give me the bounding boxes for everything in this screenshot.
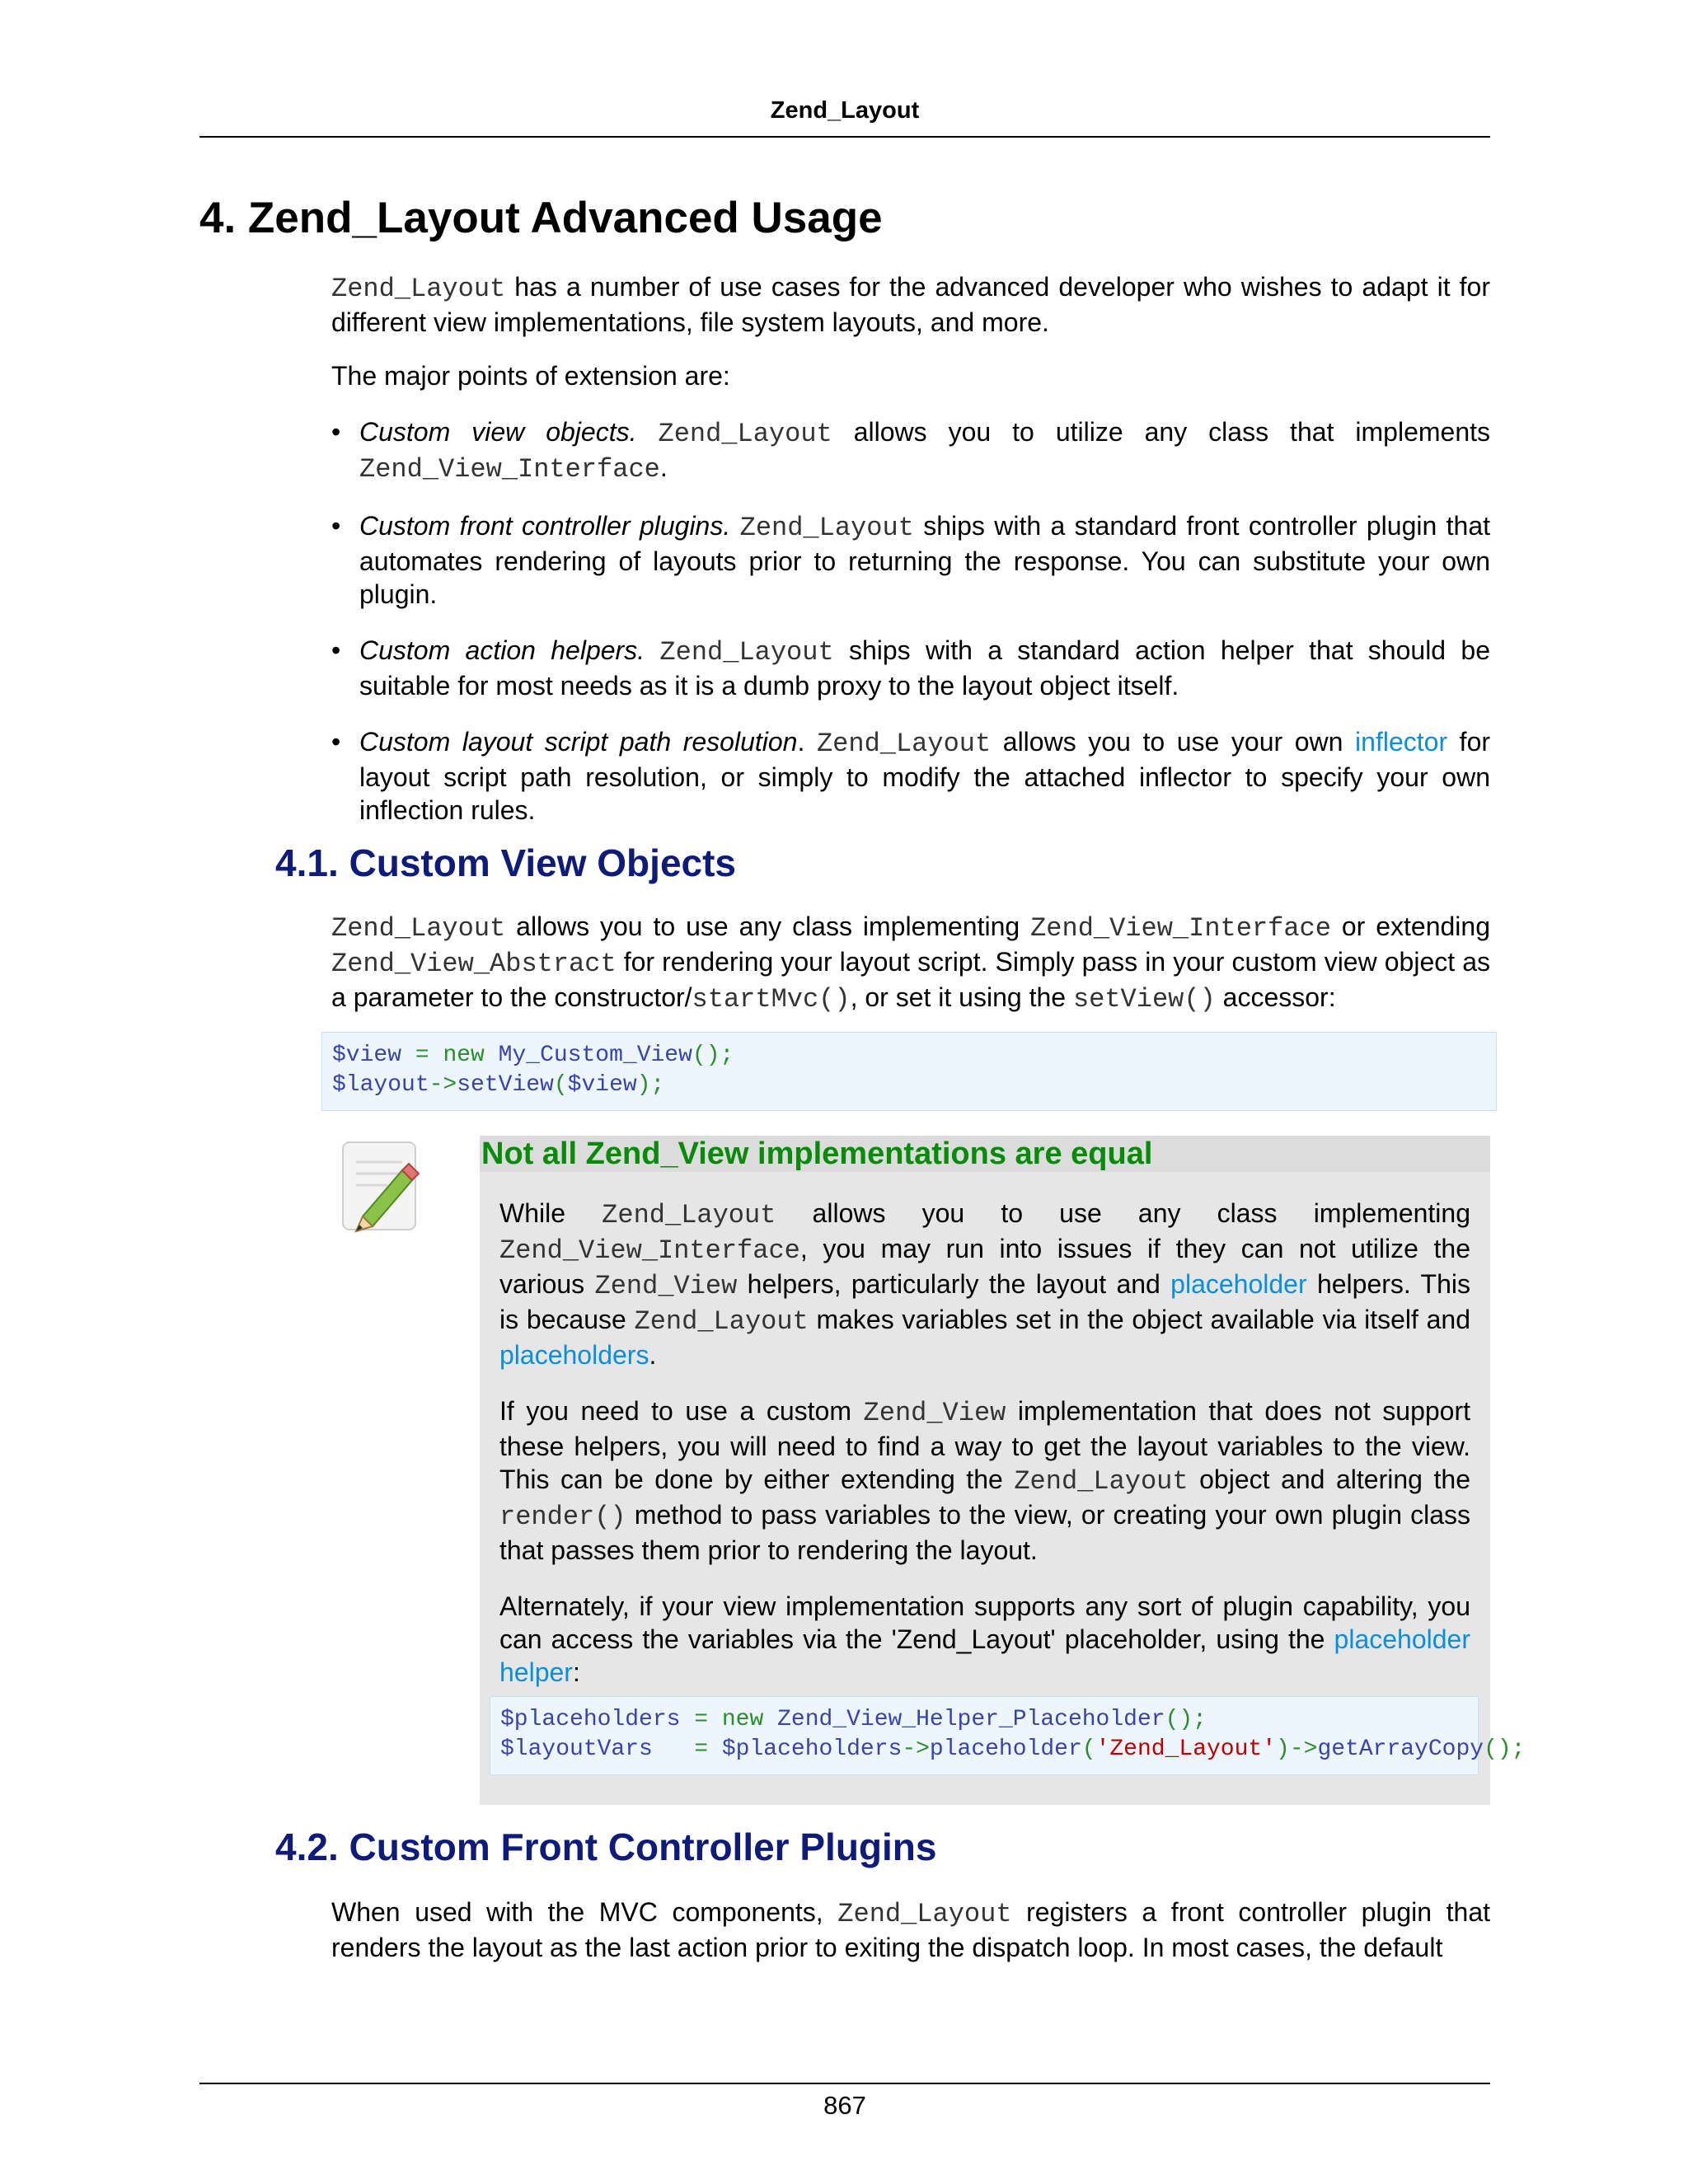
note-text: Alternately, if your view implementation supports any sort of plugin capability, you can access the variables via the 'Zend_Layout' placeholder, using the [499,1591,1470,1654]
note-paragraph [499,1590,1470,1689]
code-token: Zend_View_Helper_Placeholder [763,1707,1165,1732]
placeholder-helper-link[interactable]: placeholder helper [499,1624,1470,1687]
code-token: ); [636,1072,665,1098]
para-text: or extending [1330,912,1490,941]
bullet-text: ships with a standard action helper that should be suitable for most needs as it is a dumb proxy to the layout object itself. [359,635,1491,701]
code-token: $placeholders [500,1707,681,1732]
bullet-icon: • [331,511,341,541]
code-token: (); [1484,1736,1526,1762]
section-4-2-para [331,1896,1490,1964]
para-text: When used with the MVC components, [331,1897,838,1927]
code-token: new [721,1707,764,1732]
note-text: makes variables set in the object available via itself and [808,1305,1471,1334]
note-text: If you need to use a custom [499,1396,864,1426]
page-number: 867 [823,2091,866,2120]
note-text: . [649,1340,657,1370]
para-text: allows you to use any class implementing [505,912,1031,941]
code-token: $view [332,1043,402,1068]
placeholder-link[interactable]: placeholder [1170,1269,1307,1299]
running-header: Zend_Layout [770,97,920,124]
inline-code: Zend_Layout [602,1200,776,1230]
code-token: setView [457,1072,554,1098]
inline-code: render() [499,1502,626,1532]
code-token: = [680,1707,722,1732]
code-token: (); [1165,1707,1207,1732]
inline-code: Zend_Layout [634,1306,809,1337]
bullet-text: . [797,727,817,757]
footer-rule [199,2083,1490,2084]
bullet-text: allows you to utilize any class that implements [832,417,1491,447]
code-token: new [443,1043,485,1068]
note-paragraph [499,1197,1470,1371]
code-token: $layoutVars [500,1736,653,1762]
note-paragraph [499,1394,1470,1567]
bullet-italic: Custom action helpers. [359,635,645,665]
inline-code: Zend_View_Abstract [331,949,617,979]
list-item [331,634,1490,702]
bullet-text: for layout script path resolution, or simply to modify the attached inflector to specify your own inflection rules. [359,727,1491,825]
inflector-link[interactable]: inflector [1355,727,1448,757]
note-text: While [499,1198,603,1228]
section-4-title: 4. Zend_Layout Advanced Usage [199,194,883,242]
inline-code: Zend_Layout [837,1899,1012,1929]
note-title: Not all Zend_View implementations are equal [480,1136,1490,1172]
para-text: accessor: [1215,982,1336,1012]
points-intro: The major points of extension are: [331,361,730,391]
inline-code: Zend_Layout [1014,1466,1189,1497]
code-token: 'Zend_Layout' [1095,1736,1277,1762]
bullet-text: allows you to use your own [991,727,1356,757]
inline-code: Zend_View [863,1398,1006,1428]
section-4-intro [331,270,1490,339]
inline-code: Zend_View_Interface [359,454,660,485]
code-token: $layout [332,1072,429,1098]
inline-code: Zend_Layout [739,513,914,543]
list-item [331,509,1490,611]
inline-code: Zend_Layout [816,729,992,759]
list-item [331,725,1490,827]
bullet-icon: • [331,727,341,757]
code-token: -> [429,1072,457,1098]
placeholders-link[interactable]: placeholders [499,1340,649,1370]
code-token: -> [902,1736,930,1762]
inline-code: Zend_Layout [331,913,506,944]
inline-code: Zend_View [594,1271,738,1301]
pencil-note-icon [338,1137,424,1236]
bullet-text: ships with a standard front controller plugin that automates rendering of layouts prior to returning the response. You can substitute your own plugin. [359,511,1491,609]
inline-code: startMvc() [692,984,851,1015]
code-token: $placeholders [721,1736,903,1762]
note-text: helpers. This is because [499,1269,1471,1334]
inline-code: Zend_View_Interface [499,1235,800,1266]
bullet-italic: Custom front controller plugins. [359,511,731,541]
bullet-icon: • [331,635,341,665]
note-text: object and altering the [1188,1465,1470,1494]
note-text: : [572,1657,580,1687]
code-token: ( [1081,1736,1096,1762]
section-4-2-title: 4.2. Custom Front Controller Plugins [275,1825,937,1868]
bullet-text: . [659,452,668,482]
code-block-setview [321,1032,1497,1111]
code-block-placeholders [490,1696,1526,1775]
intro-text: has a number of use cases for the advanced developer who wishes to adapt it for different view implementations, file system layouts, and more. [331,272,1490,337]
note-text: , you may run into issues if they can not utilize the various [499,1234,1470,1299]
code-token: placeholder [929,1736,1082,1762]
list-item [331,415,1490,486]
inline-code: setView() [1072,984,1216,1015]
header-rule [199,136,1490,138]
note-body [499,1197,1470,1712]
code-token: My_Custom_View [484,1043,692,1068]
code-token: -> [1289,1736,1318,1762]
code-token: getArrayCopy [1317,1736,1484,1762]
code-token: ( [553,1072,568,1098]
section-4-1-title: 4.1. Custom View Objects [275,841,737,884]
note-text: helpers, particularly the layout and [737,1269,1171,1299]
code-token: $view [567,1072,637,1098]
bullet-icon: • [331,417,341,447]
code-token: ) [1276,1736,1290,1762]
note-text: method to pass variables to the view, or creating your own plugin class that passes them prior to rendering the layout. [499,1500,1470,1565]
section-4-1-para [331,910,1490,1016]
code-token: = [694,1736,722,1762]
extension-points-list [331,415,1490,850]
code-token: (); [692,1043,734,1068]
para-text: registers a front controller plugin that renders the layout as the last action prior to exiting the dispatch loop. In most cases, the default [331,1897,1491,1962]
inline-code: Zend_Layout [659,637,834,668]
bullet-italic: Custom layout script path resolution [359,727,798,757]
note-text: allows you to use any class implementing [776,1198,1471,1228]
note-text: implementation that does not support these helpers, you will need to find a way to get the layout variables to the view. This can be done by either extending the [499,1396,1471,1494]
bullet-italic: Custom view objects. [359,417,637,447]
para-text: for rendering your layout script. Simply pass in your custom view object as a parameter to the constructor/ [331,947,1490,1012]
inline-code: Zend_Layout [658,419,832,449]
note-box [480,1136,1526,1805]
code-token: = [401,1043,443,1068]
para-text: , or set it using the [850,982,1073,1012]
code-token [653,1736,694,1762]
inline-code: Zend_View_Interface [1030,913,1331,944]
inline-code: Zend_Layout [331,274,506,304]
